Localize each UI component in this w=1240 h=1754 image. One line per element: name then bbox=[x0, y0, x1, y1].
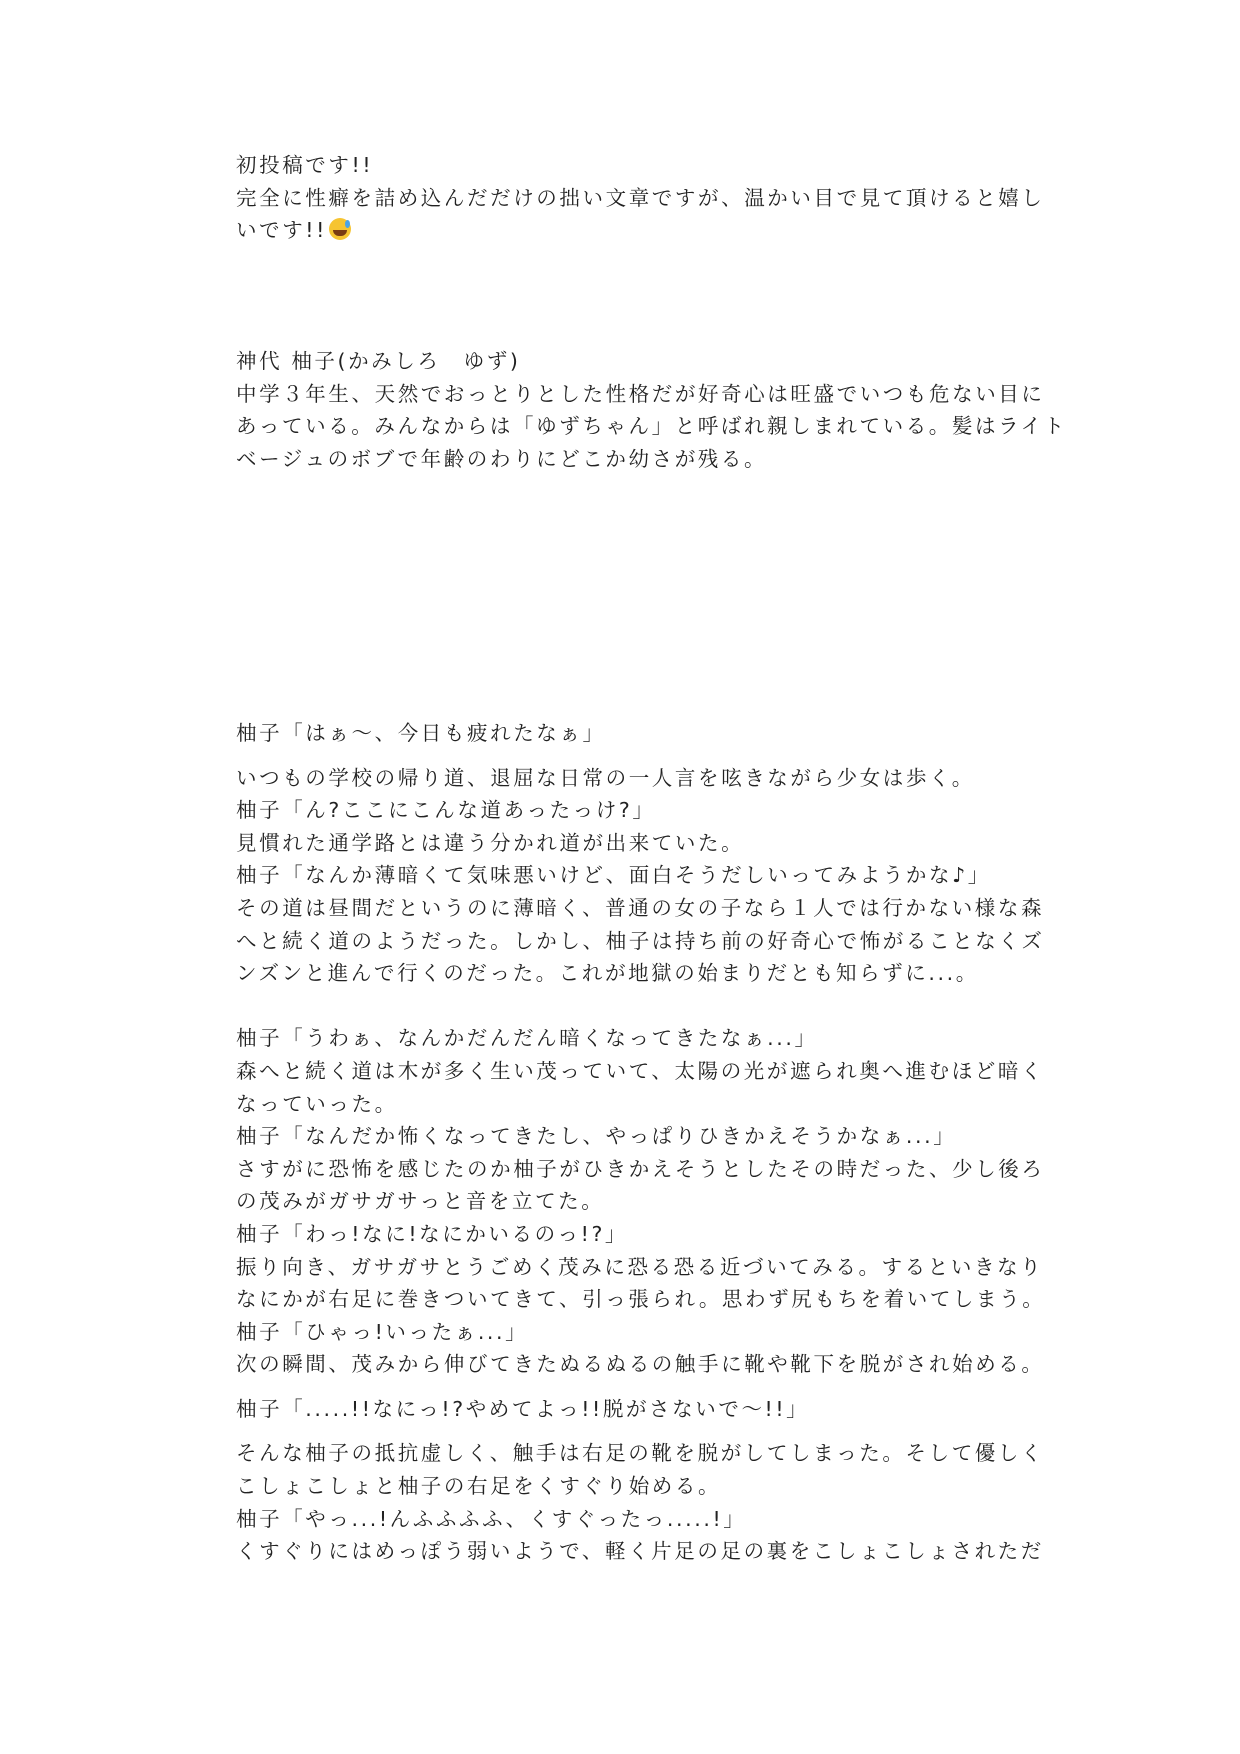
story-line: 柚子「ひゃっ!いったぁ...」 bbox=[236, 1319, 529, 1344]
sweat-smile-emoji-icon bbox=[329, 218, 351, 240]
story-line: 見慣れた通学路とは違う分かれ道が出来ていた。 bbox=[236, 830, 745, 855]
character-name: 神代 柚子(かみしろ ゆず) bbox=[236, 349, 521, 373]
intro-line-text: いです!! bbox=[236, 218, 327, 243]
spacer bbox=[236, 1425, 1036, 1437]
spacer bbox=[236, 1381, 1036, 1393]
story-line: へと続く道のようだった。しかし、柚子は持ち前の好奇心で怖がることなくズ bbox=[236, 928, 1045, 953]
character-description-line: 中学３年生、天然でおっとりとした性格だが好奇心は旺盛でいつも危ない目に bbox=[236, 381, 1045, 406]
intro-line-with-emoji bbox=[236, 214, 1036, 247]
story-line: くすぐりにはめっぽう弱いようで、軽く片足の足の裏をこしょこしょされただ bbox=[236, 1539, 1044, 1564]
story-line: 柚子「なんだか怖くなってきたし、やっぱりひきかえそうかなぁ...」 bbox=[236, 1124, 957, 1149]
story-line: の茂みがガサガサっと音を立てた。 bbox=[236, 1189, 605, 1214]
story-line: そんな柚子の抵抗虚しく、触手は右足の靴を脱がしてしまった。そして優しく bbox=[236, 1441, 1045, 1466]
story-line: ンズンと進んで行くのだった。これが地獄の始まりだとも知らずに...。 bbox=[236, 961, 979, 986]
story-line: いつもの学校の帰り道、退屈な日常の一人言を呟きながら少女は歩く。 bbox=[236, 765, 975, 790]
story-line: その道は昼間だというのに薄暗く、普通の女の子なら１人では行かない様な森 bbox=[236, 895, 1045, 920]
story-line: 柚子「やっ...!んふふふふ、くすぐったっ.....!」 bbox=[236, 1506, 747, 1531]
story-line: なっていった。 bbox=[236, 1091, 398, 1116]
intro-section bbox=[236, 149, 1045, 247]
character-description-line: ベージュのボブで年齢のわりにどこか幼さが残る。 bbox=[236, 446, 768, 471]
story-line: 次の瞬間、茂みから伸びてきたぬるぬるの触手に靴や靴下を脱がされ始める。 bbox=[236, 1352, 1045, 1377]
story-line: さすがに恐怖を感じたのか柚子がひきかえそうとしたその時だった、少し後ろ bbox=[236, 1156, 1045, 1181]
character-description-line: あっている。みんなからは「ゆずちゃん」と呼ばれ親しまれている。髪はライト bbox=[236, 414, 1067, 439]
story-line: 柚子「ん?ここにこんな道あったっけ?」 bbox=[236, 798, 656, 823]
story-line: 森へと続く道は木が多く生い茂っていて、太陽の光が遮られ奥へ進むほど暗く bbox=[236, 1058, 1045, 1083]
story-line: こしょこしょと柚子の右足をくすぐり始める。 bbox=[236, 1474, 722, 1499]
story-line: 柚子「.....!!なにっ!?やめてよっ!!脱がさないで〜!!」 bbox=[236, 1396, 810, 1421]
story-line: なにかが右足に巻きついてきて、引っ張られ。思わず尻もちを着いてしまう。 bbox=[236, 1287, 1046, 1312]
spacer bbox=[236, 750, 1036, 762]
intro-line: 初投稿です!! bbox=[236, 153, 374, 177]
spacer bbox=[236, 990, 1036, 1023]
story-line: 柚子「わっ!なに!なにかいるのっ!?」 bbox=[236, 1221, 629, 1246]
story-line: 柚子「はぁ〜、今日も疲れたなぁ」 bbox=[236, 721, 606, 745]
story-line: 柚子「うわぁ、なんかだんだん暗くなってきたなぁ...」 bbox=[236, 1026, 818, 1051]
story-line: 柚子「なんか薄暗くて気味悪いけど、面白そうだしいってみようかな♪」 bbox=[236, 863, 991, 888]
intro-line: 完全に性癖を詰め込んだだけの拙い文章ですが、温かい目で見て頂けると嬉し bbox=[236, 185, 1045, 210]
story-line: 振り向き、ガサガサとうごめく茂みに恐る恐る近づいてみる。するといきなり bbox=[236, 1254, 1044, 1279]
character-section bbox=[236, 345, 1067, 475]
story-section bbox=[236, 717, 1046, 1568]
